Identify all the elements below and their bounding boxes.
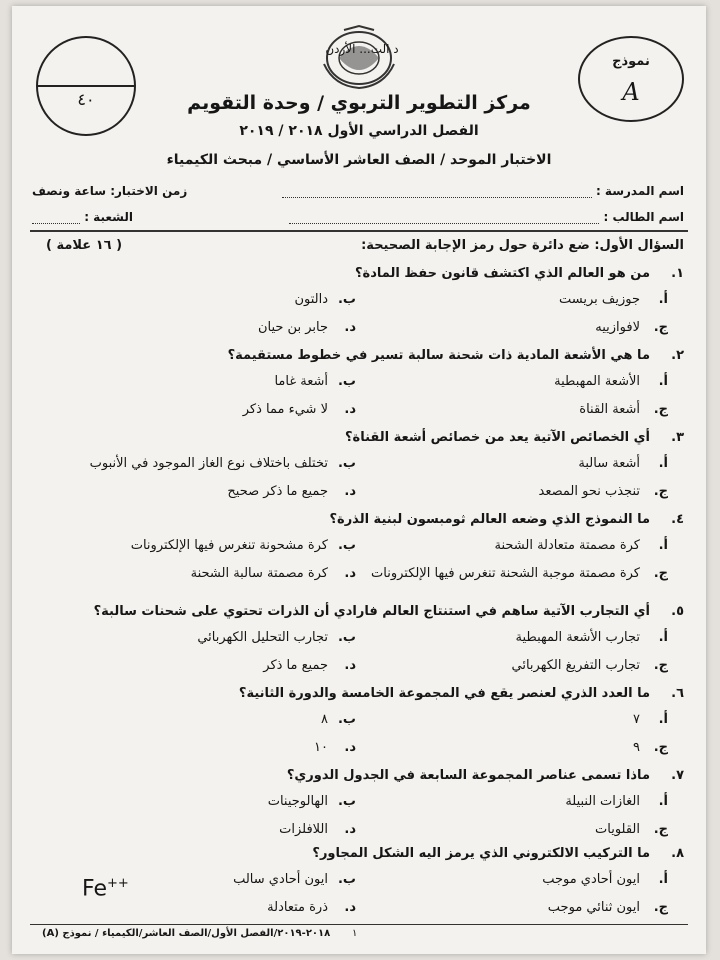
option-text: الهالوجينات — [267, 794, 328, 809]
question-number: ١. — [671, 266, 684, 281]
score-divider — [38, 85, 134, 87]
question-text: أي الخصائص الآتية يعد من خصائص أشعة القناة؟ — [345, 430, 650, 445]
option-letter: د. — [344, 484, 356, 499]
section-title: السؤال الأول: ضع دائرة حول رمز الإجابة الصحيحة: — [361, 238, 684, 253]
option-text: تختلف باختلاف نوع الغاز الموجود في الأنبوب — [89, 456, 328, 471]
option-text: أشعة سالبة — [578, 456, 640, 471]
option-letter: ب. — [337, 374, 356, 389]
option-letter: أ. — [658, 538, 668, 553]
question-text: أي التجارب الآتية ساهم في استنتاج العالم فارادي أن الذرات تحتوي على شحنات سالبة؟ — [93, 604, 650, 619]
option-text: تنجذب نحو المصعد — [538, 484, 640, 499]
option-text: ٨ — [321, 712, 328, 727]
option-8-4[interactable] — [267, 900, 356, 915]
question-5 — [94, 604, 684, 619]
option-text: جوزيف بريست — [558, 292, 640, 307]
question-text: ما التركيب الالكتروني الذي يرمز اليه الشكل المجاور؟ — [312, 846, 650, 861]
option-text: كرة مصمتة موجبة الشحنة تنغرس فيها الإلكترونات — [371, 566, 640, 581]
question-text: من هو العالم الذي اكتشف قانون حفظ المادة؟ — [354, 266, 650, 281]
option-8-1[interactable] — [542, 872, 668, 887]
fe-symbol: Fe — [82, 876, 107, 902]
option-letter: ب. — [337, 456, 356, 471]
footer-text: ٢٠١٨-٢٠١٩/الفصل الأول/الصف العاشر/الكيمياء / نموذج (A) — [42, 928, 331, 939]
option-4-1[interactable] — [494, 538, 668, 553]
option-2-2[interactable] — [274, 374, 356, 389]
section-field — [32, 210, 133, 224]
question-number: ٧. — [671, 768, 684, 783]
question-2 — [228, 348, 684, 363]
option-text: الأشعة المهبطية — [554, 374, 640, 389]
option-text: ٧ — [633, 712, 640, 727]
option-8-3[interactable] — [548, 900, 668, 915]
option-letter: د. — [344, 566, 356, 581]
duration-field: زمن الاختبار: ساعة ونصف — [32, 184, 188, 198]
option-text: دالتون — [294, 292, 328, 307]
question-text: ماذا تسمى عناصر المجموعة السابعة في الجدول الدوري؟ — [286, 768, 650, 783]
option-text: تجارب التفريغ الكهربائي — [511, 658, 640, 673]
option-5-2[interactable] — [197, 630, 356, 645]
option-text: جميع ما ذكر صحيح — [227, 484, 328, 499]
option-letter: د. — [344, 740, 356, 755]
section-marks: ( ١٦ علامة ) — [46, 238, 123, 253]
option-text: الغازات النبيلة — [565, 794, 640, 809]
option-letter: أ. — [658, 872, 668, 887]
option-letter: د. — [344, 822, 356, 837]
exam-title: الاختبار الموحد / الصف العاشر الأساسي / مبحث الكيمياء — [166, 152, 552, 168]
option-text: تجارب الأشعة المهبطية — [515, 630, 640, 645]
option-3-3[interactable] — [539, 484, 668, 499]
option-6-2[interactable] — [321, 712, 356, 727]
option-1-4[interactable] — [258, 320, 356, 335]
option-6-4[interactable] — [314, 740, 356, 755]
option-4-2[interactable] — [131, 538, 356, 553]
option-text: ايون أحادي سالب — [233, 872, 328, 887]
option-letter: ب. — [337, 292, 356, 307]
option-4-4[interactable] — [191, 566, 356, 581]
option-letter: ب. — [337, 630, 356, 645]
option-text: لا شيء مما ذكر — [242, 402, 328, 417]
header-rule — [30, 230, 688, 232]
option-letter: ج. — [653, 900, 668, 915]
emblem-icon — [304, 24, 414, 94]
student-label: اسم الطالب : — [603, 210, 684, 224]
question-8 — [312, 846, 684, 861]
option-letter: ج. — [653, 658, 668, 673]
option-letter: ج. — [653, 822, 668, 837]
option-letter: د. — [344, 320, 356, 335]
option-text: ذرة متعادلة — [267, 900, 328, 915]
option-letter: أ. — [658, 456, 668, 471]
option-text: أشعة غاما — [274, 374, 328, 389]
question-6 — [239, 686, 684, 701]
option-5-3[interactable] — [512, 658, 668, 673]
option-3-1[interactable] — [578, 456, 668, 471]
model-label: نموذج — [612, 54, 650, 69]
option-letter: ب. — [337, 794, 356, 809]
option-letter: أ. — [658, 374, 668, 389]
option-8-2[interactable] — [233, 872, 356, 887]
option-2-3[interactable] — [579, 402, 668, 417]
score-circle — [36, 36, 136, 136]
school-blank[interactable] — [282, 197, 592, 198]
option-letter: د. — [344, 402, 356, 417]
question-text: ما هي الأشعة المادية ذات شحنة سالبة تسير في خطوط مستقيمة؟ — [227, 348, 650, 363]
option-text: أشعة القناة — [579, 402, 640, 417]
option-text: كرة مصمتة متعادلة الشحنة — [494, 538, 640, 553]
question-number: ٤. — [671, 512, 684, 527]
question-text: ما النموذج الذي وضعه العالم ثومبسون لبنية الذرة؟ — [329, 512, 650, 527]
question-number: ٨. — [671, 846, 684, 861]
option-text: القلويات — [595, 822, 640, 837]
question-4 — [329, 512, 684, 527]
option-text: جميع ما ذكر — [263, 658, 328, 673]
option-text: ايون أحادي موجب — [542, 872, 640, 887]
option-1-2[interactable] — [294, 292, 356, 307]
question-number: ٦. — [671, 686, 684, 701]
option-letter: ب. — [337, 872, 356, 887]
question-3 — [345, 430, 684, 445]
option-5-4[interactable] — [263, 658, 356, 673]
school-field — [282, 184, 684, 198]
option-1-3[interactable] — [595, 320, 668, 335]
question-7 — [287, 768, 684, 783]
center-title: مركز التطوير التربوي / وحدة التقويم — [187, 92, 531, 114]
option-6-3[interactable] — [633, 740, 668, 755]
footer-rule — [30, 924, 688, 925]
option-text: ١٠ — [314, 740, 328, 755]
question-number: ٥. — [671, 604, 684, 619]
total-score: ٤٠ — [77, 90, 95, 109]
option-1-1[interactable] — [559, 292, 668, 307]
option-text: جابر بن حيان — [257, 320, 328, 335]
option-text: اللافلزات — [279, 822, 328, 837]
page-number: ١ — [352, 928, 358, 939]
option-text: لافوازييه — [595, 320, 640, 335]
option-letter: ج. — [653, 402, 668, 417]
option-6-1[interactable] — [633, 712, 668, 727]
option-3-2[interactable] — [90, 456, 356, 471]
student-field — [289, 210, 684, 224]
section-label: الشعبة : — [84, 210, 133, 224]
option-3-4[interactable] — [227, 484, 356, 499]
option-5-1[interactable] — [516, 630, 668, 645]
option-4-3[interactable] — [371, 566, 668, 581]
option-7-1[interactable] — [565, 794, 668, 809]
option-letter: د. — [344, 658, 356, 673]
student-blank[interactable] — [289, 223, 599, 224]
option-letter: ب. — [337, 712, 356, 727]
option-7-2[interactable] — [268, 794, 356, 809]
option-letter: ب. — [337, 538, 356, 553]
model-letter: A — [622, 78, 640, 106]
org-line: د الت... الأردن — [325, 42, 399, 56]
question-1 — [355, 266, 684, 281]
option-letter: د. — [344, 900, 356, 915]
option-letter: أ. — [658, 292, 668, 307]
option-letter: أ. — [658, 794, 668, 809]
option-letter: ج. — [653, 740, 668, 755]
option-text: ٩ — [633, 740, 640, 755]
question-number: ٣. — [671, 430, 684, 445]
option-7-4[interactable] — [279, 822, 356, 837]
school-label: اسم المدرسة : — [595, 184, 684, 198]
option-2-1[interactable] — [554, 374, 668, 389]
option-letter: ج. — [653, 566, 668, 581]
option-text: كرة مشحونة تنغرس فيها الإلكترونات — [130, 538, 328, 553]
exam-paper — [12, 6, 706, 954]
option-letter: أ. — [658, 630, 668, 645]
option-text: ايون ثنائي موجب — [547, 900, 640, 915]
fe-charge: ++ — [107, 876, 129, 891]
section-blank[interactable] — [32, 223, 80, 224]
option-letter: ج. — [653, 484, 668, 499]
question-number: ٢. — [671, 348, 684, 363]
fe-ion-figure — [82, 876, 129, 901]
semester-line: الفصل الدراسي الأول ٢٠١٨ / ٢٠١٩ — [239, 123, 479, 139]
option-text: كرة مصمتة سالبة الشحنة — [190, 566, 328, 581]
option-2-4[interactable] — [243, 402, 356, 417]
option-7-3[interactable] — [595, 822, 668, 837]
option-text: تجارب التحليل الكهربائي — [197, 630, 328, 645]
option-letter: ج. — [653, 320, 668, 335]
option-letter: أ. — [658, 712, 668, 727]
question-text: ما العدد الذري لعنصر يقع في المجموعة الخامسة والدورة الثانية؟ — [238, 686, 650, 701]
